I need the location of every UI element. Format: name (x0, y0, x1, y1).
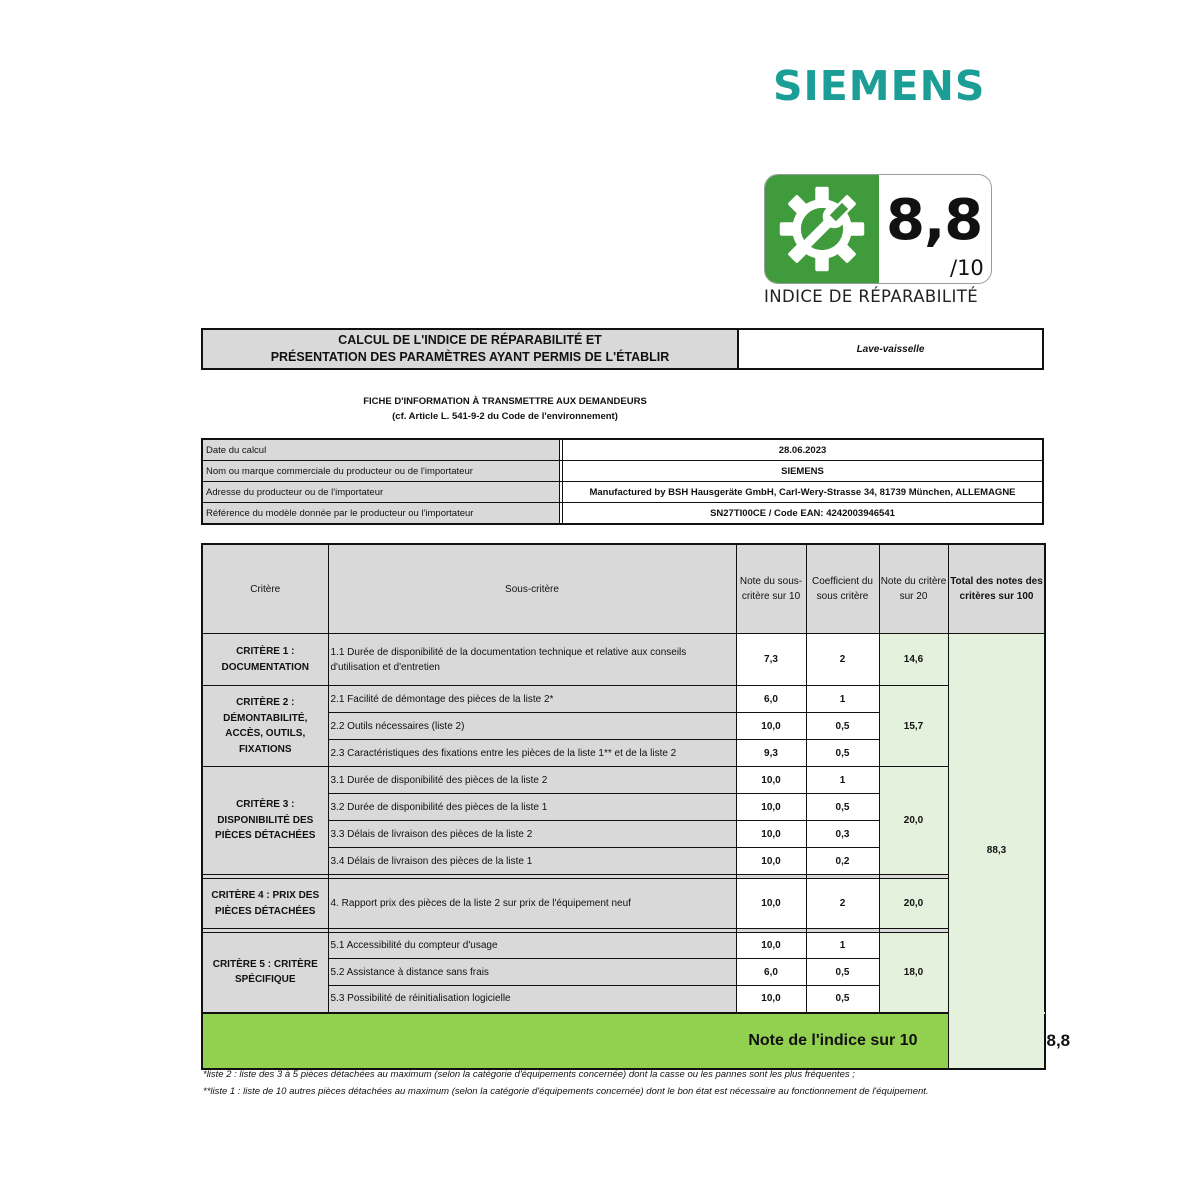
subcriterion-coef: 0,5 (806, 713, 879, 740)
subcriterion-label: 1.1 Durée de disponibilité de la documentation technique et relative aux conseils d'utilisation et d'entretien (328, 634, 736, 686)
subcriterion-label: 3.2 Durée de disponibilité des pièces de la liste 1 (328, 794, 736, 821)
header-total: Total des notes des critères sur 100 (948, 544, 1045, 634)
subcriterion-coef: 1 (806, 933, 879, 959)
criterion-1-name: CRITÈRE 1 : DOCUMENTATION (202, 634, 328, 686)
header-note-critere: Note du critère sur 20 (879, 544, 948, 634)
fiche-line-1: FICHE D'INFORMATION À TRANSMETTRE AUX DEMANDEURS (363, 396, 647, 407)
subcriterion-note: 10,0 (736, 986, 806, 1013)
subcriterion-coef: 1 (806, 686, 879, 713)
table-row (202, 767, 1045, 794)
info-row (202, 482, 1043, 503)
fiche-line-2: (cf. Article L. 541-9-2 du Code de l'environnement) (392, 411, 618, 422)
subcriterion-coef: 0,5 (806, 959, 879, 986)
subcriterion-label: 3.3 Délais de livraison des pièces de la liste 2 (328, 821, 736, 848)
footnote-1: *liste 2 : liste des 3 à 5 pièces détachées au maximum (selon la catégorie d'équipements concernée) dont la casse ou les pannes sont les plus fréquentes ; (203, 1069, 855, 1080)
brand-logo: SIEMENS (773, 62, 986, 110)
badge-score: 8,8 (886, 188, 983, 253)
badge-score-max: /10 (950, 256, 984, 280)
subcriterion-coef: 0,2 (806, 848, 879, 875)
title-line-2: PRÉSENTATION DES PARAMÈTRES AYANT PERMIS DE L'ÉTABLIR (270, 350, 670, 364)
info-row (202, 503, 1043, 525)
info-row (202, 461, 1043, 482)
criterion-3-name: CRITÈRE 3 : DISPONIBILITÉ DES PIÈCES DÉTACHÉES (202, 767, 328, 875)
badge-caption: INDICE DE RÉPARABILITÉ (764, 287, 979, 306)
table-row (202, 634, 1045, 686)
criterion-4-name: CRITÈRE 4 : PRIX DES PIÈCES DÉTACHÉES (202, 879, 328, 929)
footnote-2: **liste 1 : liste de 10 autres pièces détachées au maximum (selon la catégorie d'équipements concernée) dont le bon état est nécessaire au fonctionnement de l'équipement. (203, 1086, 929, 1097)
info-label: Nom ou marque commerciale du producteur ou de l'importateur (202, 461, 560, 482)
subcriterion-note: 9,3 (736, 740, 806, 767)
subcriterion-label: 5.1 Accessibilité du compteur d'usage (328, 933, 736, 959)
subcriterion-coef: 0,3 (806, 821, 879, 848)
total-score-100: 88,3 (948, 634, 1045, 1069)
subcriterion-coef: 2 (806, 879, 879, 929)
criterion-4-score: 20,0 (879, 879, 948, 929)
table-header-row (202, 544, 1045, 634)
info-value: 28.06.2023 (563, 439, 1044, 461)
subcriterion-label: 5.2 Assistance à distance sans frais (328, 959, 736, 986)
table-row (202, 879, 1045, 929)
info-label: Adresse du producteur ou de l'importateur (202, 482, 560, 503)
subcriterion-label: 2.2 Outils nécessaires (liste 2) (328, 713, 736, 740)
info-label: Référence du modèle donnée par le producteur ou l'importateur (202, 503, 560, 525)
subcriterion-label: 5.3 Possibilité de réinitialisation logicielle (328, 986, 736, 1013)
product-category: Lave-vaisselle (856, 343, 925, 355)
subcriterion-coef: 0,5 (806, 794, 879, 821)
header-critere: Critère (202, 544, 328, 634)
criterion-5-name: CRITÈRE 5 : CRITÈRE SPÉCIFIQUE (202, 933, 328, 1013)
subcriterion-note: 6,0 (736, 686, 806, 713)
subcriterion-coef: 2 (806, 634, 879, 686)
document-title (203, 330, 739, 368)
subcriterion-note: 10,0 (736, 821, 806, 848)
header-sous-critere: Sous-critère (328, 544, 736, 634)
final-score-label: Note de l'indice sur 10 (202, 1013, 948, 1069)
table-row (202, 933, 1045, 959)
subcriterion-note: 10,0 (736, 879, 806, 929)
footnotes (203, 1066, 993, 1100)
badge-icon-panel (765, 175, 879, 283)
info-label: Date du calcul (202, 439, 560, 461)
table-row (202, 686, 1045, 713)
subcriterion-coef: 0,5 (806, 986, 879, 1013)
subcriterion-label: 3.1 Durée de disponibilité des pièces de la liste 2 (328, 767, 736, 794)
title-box (201, 328, 1044, 370)
subcriterion-note: 7,3 (736, 634, 806, 686)
info-table (201, 438, 1044, 525)
title-line-1: CALCUL DE L'INDICE DE RÉPARABILITÉ ET (338, 333, 602, 347)
criterion-2-score: 15,7 (879, 686, 948, 767)
final-score-row: Note de l'indice sur 10 8,8 (202, 1013, 1045, 1069)
criterion-3-score: 20,0 (879, 767, 948, 875)
header-coefficient: Coefficient du sous critère (806, 544, 879, 634)
criterion-1-score: 14,6 (879, 634, 948, 686)
subcriterion-coef: 1 (806, 767, 879, 794)
gear-wrench-icon (774, 181, 870, 277)
subcriterion-note: 6,0 (736, 959, 806, 986)
criterion-2-name: CRITÈRE 2 : DÉMONTABILITÉ, ACCÈS, OUTILS, FIXATIONS (202, 686, 328, 767)
subcriterion-note: 10,0 (736, 713, 806, 740)
subcriterion-note: 10,0 (736, 794, 806, 821)
subcriterion-note: 10,0 (736, 848, 806, 875)
criteria-table (201, 543, 1071, 1070)
info-value: SN27TI00CE / Code EAN: 4242003946541 (563, 503, 1044, 525)
criterion-5-score: 18,0 (879, 933, 948, 1013)
subcriterion-note: 10,0 (736, 767, 806, 794)
subcriterion-label: 4. Rapport prix des pièces de la liste 2 sur prix de l'équipement neuf (328, 879, 736, 929)
fiche-heading (200, 394, 810, 424)
info-value: SIEMENS (563, 461, 1044, 482)
info-row (202, 439, 1043, 461)
subcriterion-label: 2.1 Facilité de démontage des pièces de la liste 2* (328, 686, 736, 713)
header-note-sous-critere: Note du sous-critère sur 10 (736, 544, 806, 634)
subcriterion-label: 3.4 Délais de livraison des pièces de la liste 1 (328, 848, 736, 875)
subcriterion-coef: 0,5 (806, 740, 879, 767)
subcriterion-note: 10,0 (736, 933, 806, 959)
subcriterion-label: 2.3 Caractéristiques des fixations entre les pièces de la liste 1** et de la liste 2 (328, 740, 736, 767)
info-value: Manufactured by BSH Hausgeräte GmbH, Carl-Wery-Strasse 34, 81739 München, ALLEMAGNE (563, 482, 1044, 503)
